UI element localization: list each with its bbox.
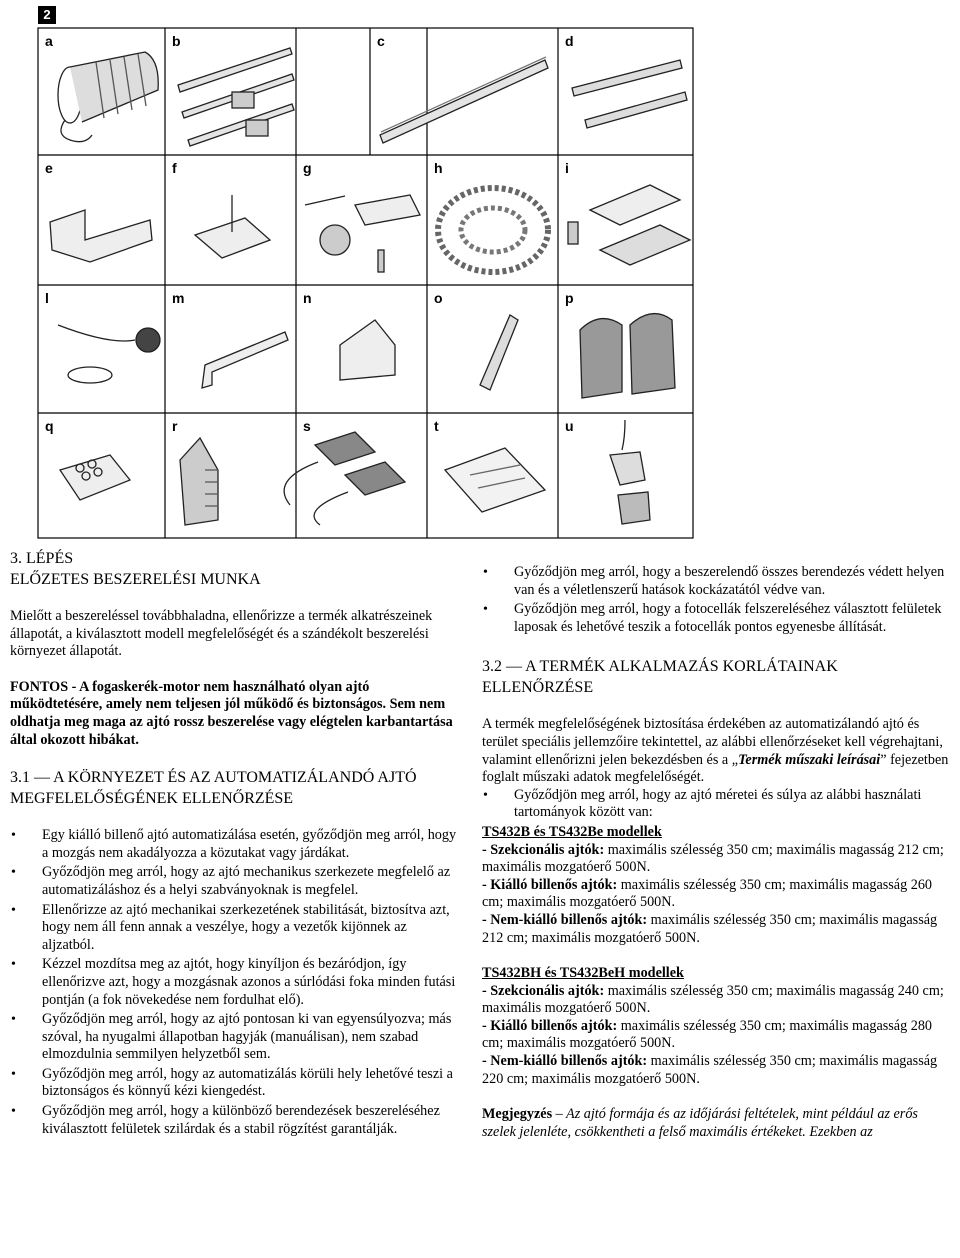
- label-s: s: [303, 418, 311, 434]
- pulley-drawing: [305, 195, 420, 272]
- label-c: c: [377, 33, 385, 49]
- label-i: i: [565, 160, 569, 176]
- model-spec: - Szekcionális ajtók: maximális szélesség 350 cm; maximális magasság 212 cm; maximális mozgatóerő 500N.: [482, 841, 944, 876]
- label-l: l: [45, 290, 49, 306]
- section-3-2-heading: 3.2 — A TERMÉK ALKALMAZÁS KORLÁTAINAK ELLENŐRZÉSE: [482, 658, 838, 697]
- flashing-light-drawing: [180, 438, 218, 525]
- list-item: • Győződjön meg arról, hogy az automatizálás körüli hely lehetővé teszi a biztonságos és könnyű kézi kiengedést.: [10, 1066, 458, 1101]
- label-u: u: [565, 418, 574, 434]
- step-heading: 3. LÉPÉS: [10, 550, 74, 567]
- release-drawing: [480, 315, 518, 390]
- model-spec: - Szekcionális ajtók: maximális szélesség 350 cm; maximális magasság 240 cm; maximális mozgatóerő 500N.: [482, 982, 944, 1017]
- list-item: • Győződjön meg arról, hogy az ajtó méretei és súlya az alábbi használati tartományok között van:: [482, 787, 950, 822]
- note-paragraph: Megjegyzés – Az ajtó formája és az időjárási feltételek, mint például az erős szelek jelenléte, csökkentheti a felső maximális értékeket. Ezekben az: [482, 1106, 918, 1140]
- chain-drawing: [438, 188, 548, 272]
- door-bracket-drawing: [340, 320, 395, 380]
- model-spec: - Kiálló billenős ajtók: maximális szélesség 350 cm; maximális magasság 280 cm; maximális mozgatóerő 500N.: [482, 1017, 933, 1052]
- perforated-brackets-drawing: [572, 60, 687, 128]
- left-checklist: [10, 827, 458, 1138]
- model-spec: - Nem-kiálló billenős ajtók: maximális szélesség 350 cm; maximális magasság 212 cm; maximális mozgatóerő 500N.: [482, 911, 938, 946]
- label-m: m: [172, 290, 185, 306]
- section-3-1-heading: 3.1 — A KÖRNYEZET ÉS AZ AUTOMATIZÁLANDÓ AJTÓ MEGFELELŐSÉGÉNEK ELLENŐRZÉSE: [10, 769, 417, 808]
- list-item: • Kézzel mozdítsa meg az ajtót, hogy kinyíljon és bezáródjon, így ellenőrizve azt, hogy a mozgásnak azonos a súrlódási foka minden futási pontján (a fok növekedése nem fordulhat elő).: [10, 956, 458, 1009]
- intro-text-a: A termék megfelelőségének biztosítása érdekében az automatizálandó ajtó és terület speciális jellemzőire tekintettel, az alábbi ellenőrzéseket kell végrehajtani, valamint ellenőrizni jelen bekezdésben és a „: [482, 716, 943, 768]
- wired-sensors-drawing: [284, 432, 405, 525]
- angle-bracket-drawing: [50, 210, 152, 262]
- motor-drawing: [58, 52, 158, 142]
- intro-text-b: ” fejezetben foglalt műszaki adatok megfelelőségét.: [482, 751, 949, 786]
- label-d: d: [565, 33, 574, 49]
- list-item: • Győződjön meg arról, hogy a beszerelendő összes berendezés védett helyen van és a véletlenszerű hatások kockázatától védve van.: [482, 564, 950, 599]
- list-item: • Egy kiálló billenő ajtó automatizálása esetén, győződjön meg arról, hogy a mozgás nem akadályozza a közutakat vagy járdákat.: [10, 827, 458, 862]
- cable-sensor-drawing: [58, 325, 160, 383]
- model-group-title-1: TS432B és TS432Be modellek: [482, 823, 662, 840]
- list-item: • Győződjön meg arról, hogy az ajtó pontosan ki van egyensúlyozva; más szóval, ha nyugalmi állapotban hagyják (manuálisan), nem szabad elmozdulnia semmilyen helyzetből sem.: [10, 1011, 458, 1064]
- arm-drawing: [202, 332, 288, 388]
- right-column: [482, 564, 950, 1141]
- intro-text-em: Termék műszaki leírásai: [738, 751, 881, 768]
- label-e: e: [45, 160, 53, 176]
- components-figure: [0, 0, 960, 540]
- list-item: • Győződjön meg arról, hogy a különböző berendezések beszereléséhez kiválasztott felületek szilárdak és a stabil rögzítést garantálják.: [10, 1103, 458, 1138]
- left-column: [10, 548, 458, 1140]
- label-b: b: [172, 33, 181, 49]
- label-t: t: [434, 418, 439, 434]
- figure-number-badge: 2: [38, 6, 56, 24]
- list-item: • Ellenőrizze az ajtó mechanikai szerkezetének stabilitását, biztosítva azt, hogy nem áll fenn annak a veszélye, hogy a vezetők kijönnek az aljzatból.: [10, 902, 458, 955]
- carriage-drawing: [568, 185, 690, 265]
- screws-bag-drawing: [445, 448, 545, 512]
- label-r: r: [172, 418, 178, 434]
- dimension-check: [482, 787, 950, 822]
- label-a: a: [45, 33, 53, 49]
- label-o: o: [434, 290, 443, 306]
- label-h: h: [434, 160, 443, 176]
- intro-paragraph: Mielőtt a beszereléssel továbbhaladna, ellenőrizze a termék alkatrészeinek állapotát, a kiválasztott modell megfelelőségét és a szándékolt beszerelési környezet állapotát.: [10, 608, 433, 660]
- release-key-drawing: [610, 420, 650, 524]
- label-f: f: [172, 160, 177, 176]
- list-item: • Győződjön meg arról, hogy a fotocellák felszereléséhez választott felületek laposak és lehetővé teszik a fotocellák pontos egyenesbe állítását.: [482, 601, 950, 636]
- model-spec: - Kiálló billenős ajtók: maximális szélesség 350 cm; maximális magasság 260 cm; maximális mozgatóerő 500N.: [482, 876, 933, 911]
- warning-paragraph: FONTOS - A fogaskerék-motor nem használható olyan ajtó működtetésére, amely nem teljesen jól működő és biztonságos. Sem nem oldhatja meg maga az ajtó rossz beszerelése vagy elégtelen karbantartása által okozott hibákat.: [10, 678, 453, 748]
- model-spec: - Nem-kiálló billenős ajtók: maximális szélesség 350 cm; maximális magasság 220 cm; maximális mozgatóerő 500N.: [482, 1053, 938, 1087]
- photocells-drawing: [580, 314, 675, 398]
- step-subheading: ELŐZETES BESZERELÉSI MUNKA: [10, 571, 261, 588]
- label-q: q: [45, 418, 54, 434]
- long-rail-drawing: [380, 57, 548, 143]
- list-item: • Győződjön meg arról, hogy az ajtó mechanikus szerkezete megfelelő az automatizáláshoz és a helyi szabványoknak is megfelel.: [10, 864, 458, 899]
- limits-intro: [482, 716, 950, 786]
- label-n: n: [303, 290, 312, 306]
- rails-drawing: [178, 48, 294, 146]
- model-group-title-2: TS432BH és TS432BeH modellek: [482, 965, 684, 982]
- label-g: g: [303, 160, 312, 176]
- right-checklist: [482, 564, 950, 636]
- remote-control-drawing: [60, 455, 130, 500]
- label-p: p: [565, 290, 574, 306]
- clamp-drawing: [195, 195, 270, 258]
